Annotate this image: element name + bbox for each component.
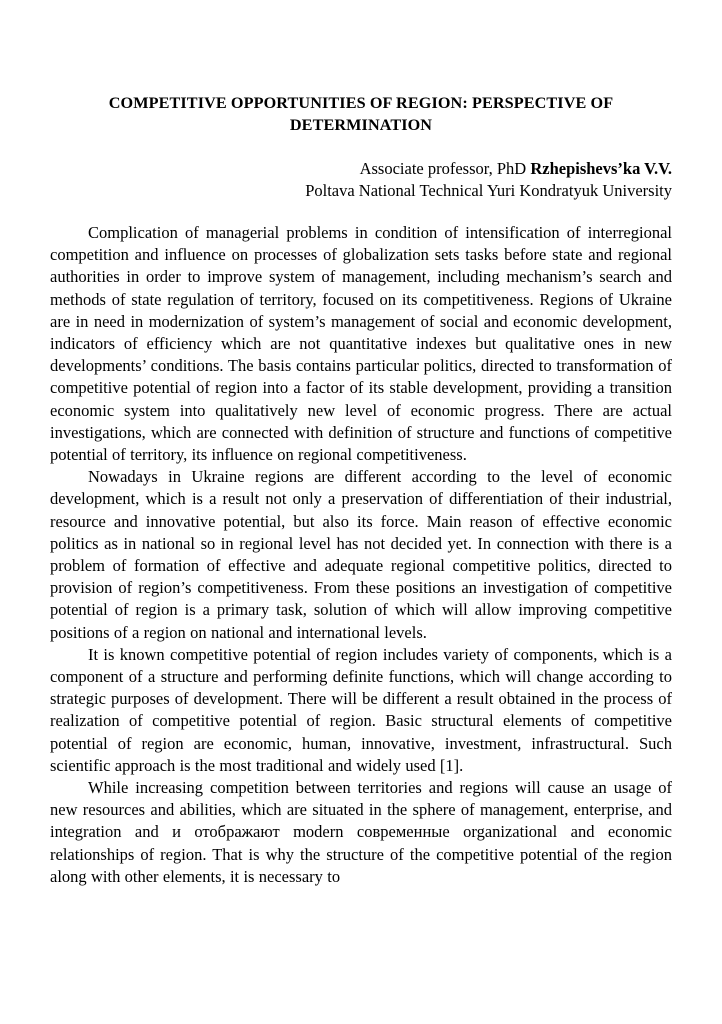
document-content <box>50 92 672 888</box>
page-title: COMPETITIVE OPPORTUNITIES OF REGION: PERSPECTIVE OF DETERMINATION <box>108 94 614 134</box>
paragraph-3: It is known competitive potential of region includes variety of components, which is a component of a structure and performing definite functions, which will change according to strategic purposes of development. There will be different a result obtained in the process of realization of competitive potential of region. Basic structural elements of competitive potential of region are economic, human, innovative, investment, infrastructural. Such scientific approach is the most traditional and widely used [1]. <box>50 644 672 775</box>
paragraph-4: While increasing competition between territories and regions will cause an usage of new resources and abilities, which are situated in the sphere of management, enterprise, and integration and и отображают modern современные organizational and economic relationships of region. That is why the structure of the competitive potential of the region along with other elements, it is necessary to <box>50 778 672 886</box>
paragraph-1: Complication of managerial problems in condition of intensification of interregional competition and influence on processes of globalization sets tasks before state and regional authorities in order to improve system of management, including mechanism’s search and methods of state regulation of territory, focused on its competitiveness. Regions of Ukraine are in need in modernization of system’s management of social and economic development, indicators of efficiency which are not quantitative indexes but qualitative ones in new developments’ conditions. The basis contains particular politics, directed to transformation of competitive potential of region into a factor of its stable development, providing a transition economic system into qualitatively new level of economic progress. There are actual investigations, which are connected with definition of structure and functions of competitive potential of territory, its influence on regional competitiveness. <box>50 223 672 465</box>
author-affiliation-block <box>50 158 672 202</box>
paragraph-2: Nowadays in Ukraine regions are different according to the level of economic development, which is a result not only a preservation of differentiation of their industrial, resource and innovative potential, but also its force. Main reason of effective economic politics as in national so in regional level has not decided yet. In connection with there is a problem of formation of effective and adequate regional competitive politics, directed to provision of region’s competitiveness. From these positions an investigation of competitive potential of region is a primary task, solution of which will allow improving competitive positions of a region on national and international levels. <box>50 467 672 642</box>
author-name: Rzhepishevs’ka V.V. <box>530 159 672 178</box>
author-line <box>50 158 672 180</box>
body-text <box>50 222 672 888</box>
institution-name: Poltava National Technical Yuri Kondratyuk University <box>305 181 672 200</box>
author-role-label: Associate professor, PhD <box>359 159 531 178</box>
